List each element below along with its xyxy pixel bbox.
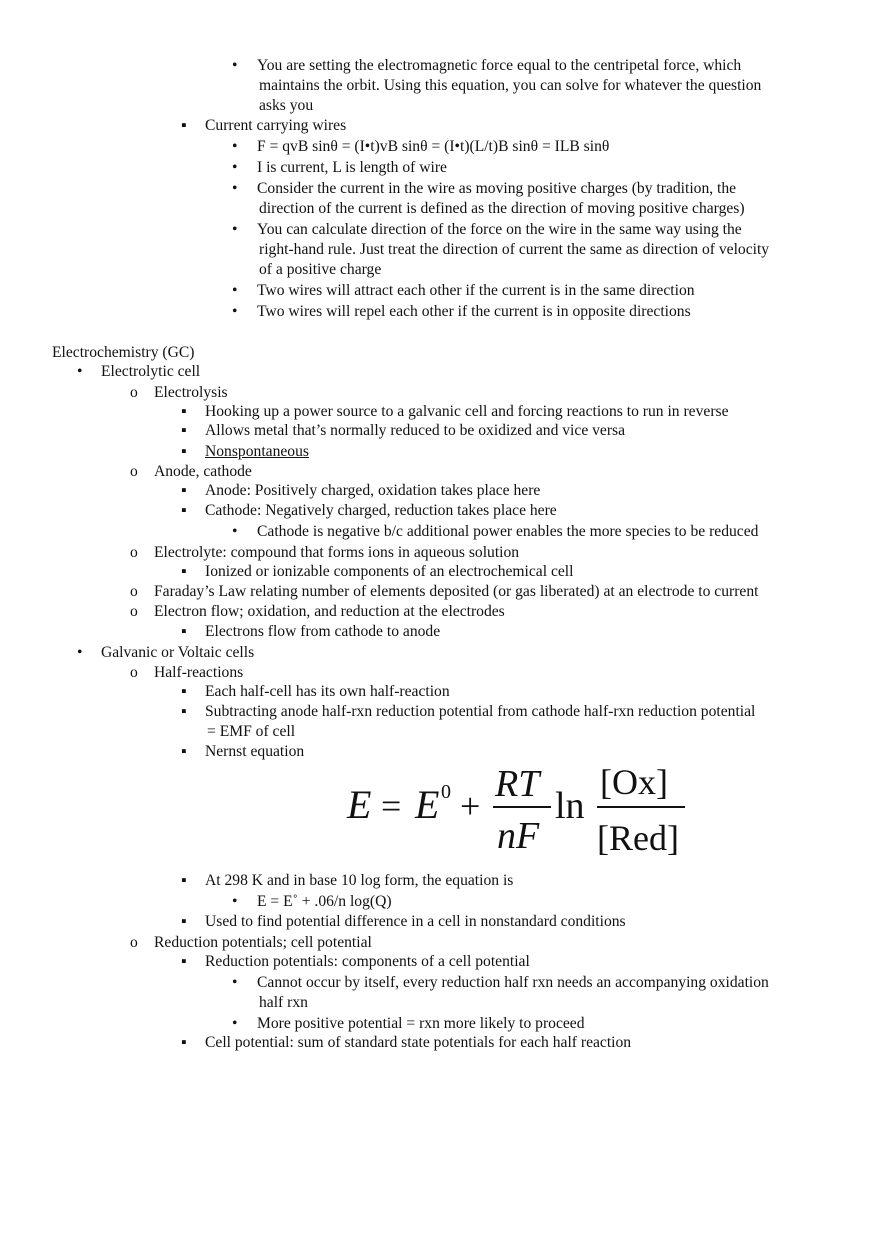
- square-marker: ▪: [181, 743, 187, 760]
- text-line: Electrolysis: [154, 384, 228, 401]
- formula-e0: E: [415, 782, 440, 827]
- text-line: Cathode is negative b/c additional power enables the more species to be reduced: [257, 523, 759, 540]
- text-line: You are setting the electromagnetic force equal to the centripetal force, which: [257, 57, 742, 74]
- text-line: of a positive charge: [259, 261, 382, 278]
- square-marker: ▪: [181, 1034, 187, 1051]
- text-line: Two wires will repel each other if the current is in opposite directions: [257, 303, 691, 320]
- bullet-marker: •: [232, 1015, 238, 1032]
- bullet-marker: •: [232, 159, 238, 176]
- text-line: Half-reactions: [154, 664, 244, 681]
- equation-line: E = E˚ + .06/n log(Q): [257, 893, 392, 910]
- text-line: Cannot occur by itself, every reduction half rxn needs an accompanying oxidation: [257, 974, 769, 991]
- bullet-marker: •: [232, 57, 238, 74]
- square-marker: ▪: [181, 683, 187, 700]
- square-marker: ▪: [181, 563, 187, 580]
- square-marker: ▪: [181, 482, 187, 499]
- formula-denominator: nF: [497, 815, 540, 857]
- text-line: Anode, cathode: [154, 463, 252, 480]
- bullet-marker: •: [232, 138, 238, 155]
- text-line: Allows metal that’s normally reduced to be oxidized and vice versa: [205, 422, 626, 439]
- text-line: Hooking up a power source to a galvanic cell and forcing reactions to run in reverse: [205, 403, 729, 420]
- text-line: = EMF of cell: [207, 723, 296, 740]
- square-marker: ▪: [181, 953, 187, 970]
- bullet-marker: •: [232, 282, 238, 299]
- formula-reduced: [Red]: [597, 818, 679, 858]
- text-line: Anode: Positively charged, oxidation takes place here: [205, 482, 541, 499]
- text-line: Faraday’s Law relating number of elements deposited (or gas liberated) at an electrode to current: [154, 583, 759, 600]
- circle-marker: o: [130, 664, 138, 681]
- equation-line: F = qvB sinθ = (I•t)vB sinθ = (I•t)(L/t)B sinθ = ILB sinθ: [257, 138, 610, 155]
- circle-marker: o: [130, 384, 138, 401]
- circle-marker: o: [130, 463, 138, 480]
- text-line: Each half-cell has its own half-reaction: [205, 683, 450, 700]
- bullet-marker: •: [232, 893, 238, 910]
- text-line: Subtracting anode half-rxn reduction potential from cathode half-rxn reduction potential: [205, 703, 756, 720]
- bullet-marker: •: [77, 363, 83, 380]
- formula-lhs: E: [347, 782, 372, 827]
- underlined-text: Nonspontaneous: [205, 443, 309, 460]
- text-line: Electron flow; oxidation, and reduction at the electrodes: [154, 603, 505, 620]
- square-marker: ▪: [181, 623, 187, 640]
- text-line: maintains the orbit. Using this equation, you can solve for whatever the question: [259, 77, 762, 94]
- text-line: Nernst equation: [205, 743, 305, 760]
- text-line: Current carrying wires: [205, 117, 347, 134]
- circle-marker: o: [130, 544, 138, 561]
- text-line: Used to find potential difference in a cell in nonstandard conditions: [205, 913, 626, 930]
- circle-marker: o: [130, 583, 138, 600]
- square-marker: ▪: [181, 913, 187, 930]
- bullet-marker: •: [232, 180, 238, 197]
- circle-marker: o: [130, 603, 138, 620]
- square-marker: ▪: [181, 422, 187, 439]
- text-line: At 298 K and in base 10 log form, the equation is: [205, 872, 514, 889]
- text-line: Electrons flow from cathode to anode: [205, 623, 441, 640]
- square-marker: ▪: [181, 117, 187, 134]
- text-line: Ionized or ionizable components of an electrochemical cell: [205, 563, 574, 580]
- bullet-marker: •: [232, 974, 238, 991]
- text-line: Consider the current in the wire as moving positive charges (by tradition, the: [257, 180, 737, 197]
- text-line: half rxn: [259, 994, 308, 1011]
- square-marker: ▪: [181, 703, 187, 720]
- square-marker: ▪: [181, 443, 187, 460]
- circle-marker: o: [130, 934, 138, 951]
- formula-oxidized: [Ox]: [600, 762, 668, 802]
- text-line: You can calculate direction of the force on the wire in the same way using the: [257, 221, 742, 238]
- text-line: Electrolyte: compound that forms ions in aqueous solution: [154, 544, 520, 561]
- text-line: Cell potential: sum of standard state potentials for each half reaction: [205, 1034, 632, 1051]
- bullet-marker: •: [77, 644, 83, 661]
- formula-numerator: RT: [495, 763, 540, 805]
- text-line: Reduction potentials; cell potential: [154, 934, 372, 951]
- formula-equals: =: [381, 786, 402, 826]
- text-line: Electrolytic cell: [101, 363, 201, 380]
- bullet-marker: •: [232, 303, 238, 320]
- section-heading: Electrochemistry (GC): [52, 344, 195, 361]
- square-marker: ▪: [181, 502, 187, 519]
- text-line: right-hand rule. Just treat the direction of current the same as direction of velocity: [259, 241, 770, 258]
- text-line: direction of the current is defined as the direction of moving positive charges): [259, 200, 745, 217]
- text-line: I is current, L is length of wire: [257, 159, 447, 176]
- formula-ln: ln: [555, 785, 585, 827]
- bullet-marker: •: [232, 523, 238, 540]
- formula-plus: +: [460, 786, 481, 826]
- square-marker: ▪: [181, 872, 187, 889]
- bullet-marker: •: [232, 221, 238, 238]
- square-marker: ▪: [181, 403, 187, 420]
- nernst-equation-formula: [345, 762, 695, 867]
- text-line: More positive potential = rxn more likely to proceed: [257, 1015, 585, 1032]
- text-line: Reduction potentials: components of a cell potential: [205, 953, 530, 970]
- text-line: asks you: [259, 97, 314, 114]
- text-line: Cathode: Negatively charged, reduction takes place here: [205, 502, 557, 519]
- formula-e0-superscript: 0: [441, 781, 451, 803]
- text-line: Galvanic or Voltaic cells: [101, 644, 255, 661]
- text-line: Two wires will attract each other if the current is in the same direction: [257, 282, 695, 299]
